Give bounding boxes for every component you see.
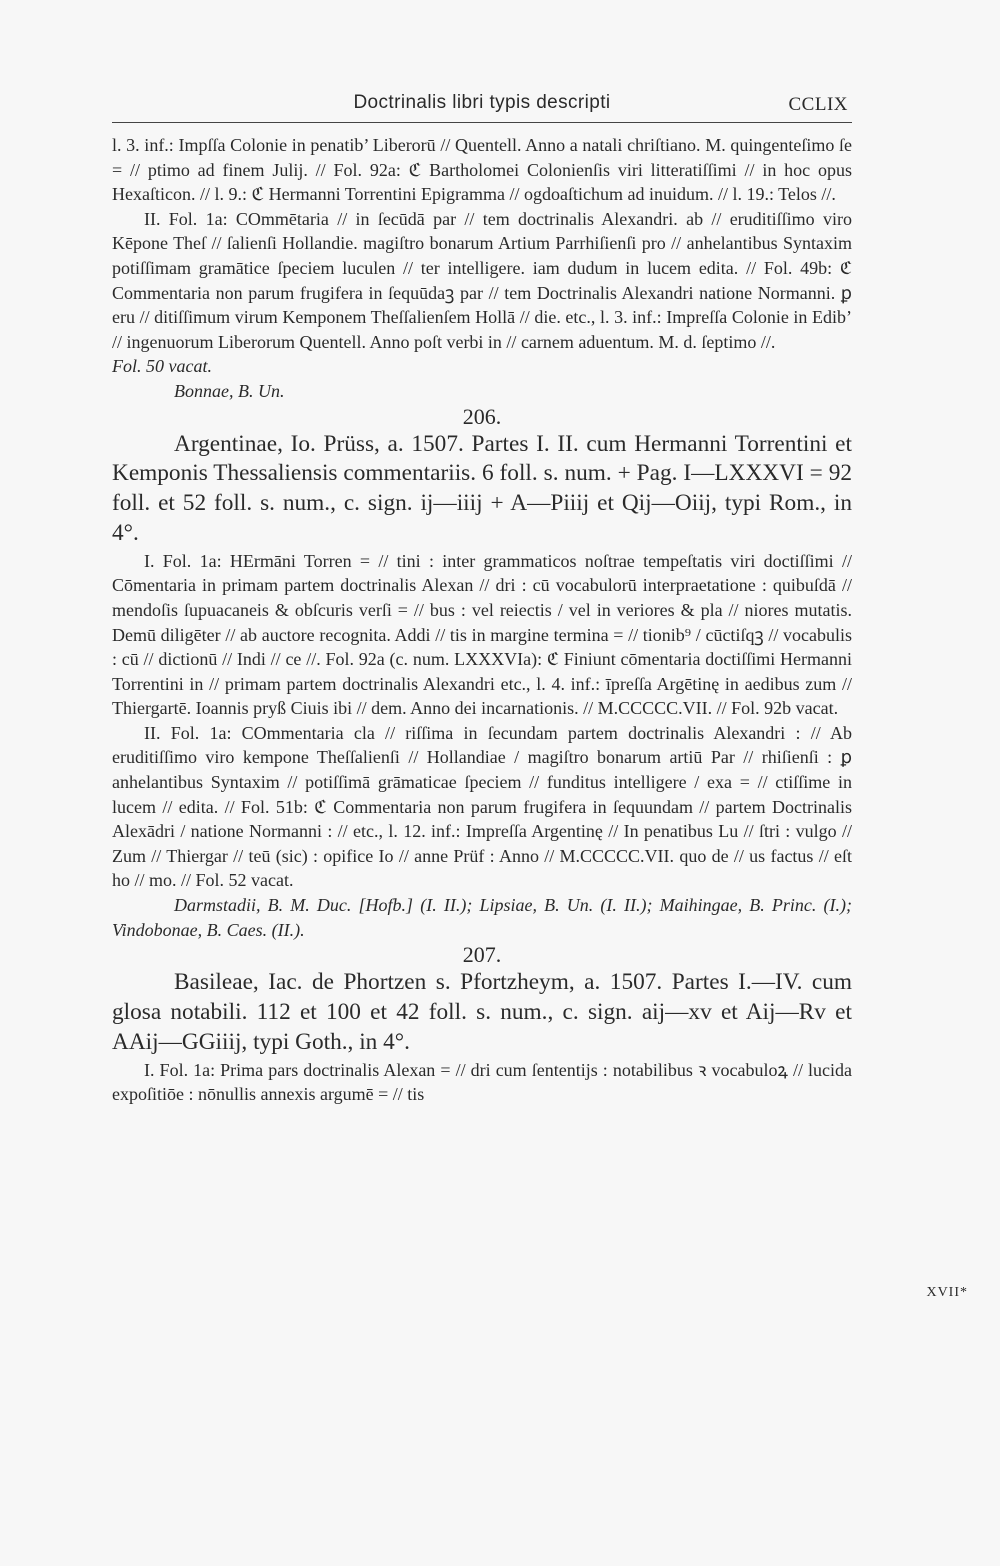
running-header [112,92,852,123]
page [112,92,852,1107]
entry-heading-text: Argentinae, Io. Prüss, a. 1507. Partes I. II. cum Hermanni Torrentini et Kemponis Thessaliensis commentariis. 6 foll. s. num. + Pag. I—LXXXVI = 92 foll. et 52 foll. s. num., c. sign. ij—iiij + A—Piiij et Qij—Oiij, typi Rom., in 4°. [112,430,852,546]
library-holdings: Bonnae, B. Un. [174,380,285,401]
paragraph: l. 3. inf.: Impſſa Colonie in penatib’ Liberorū // Quentell. Anno a natali chriſtiano. M. quingenteſimo ſe = // ptimo ad finem Julij. // Fol. 92a: ℭ Bartholomei Colonienſis viri litteratiſſimi // in hoc opus Hexaſticon. // l. 9.: ℭ Hermanni Torrentini Epigramma // ogdoaſtichum ad inuidum. // l. 19.: Telos //. [112,135,852,205]
paragraph: II. Fol. 1a: COmmētaria // in ſecūdā par // tem doctrinalis Alexandri. ab // eruditiſſimo viro Kēpone Theſ // ſalienſi Hollandie. magiſtro bonarum Artium Parrhiſienſi pro // anhelantibus Syntaxim potiſſimam gramātice ſpeciem luculen // ter intelligere. iam dudum in lucem edita. // Fol. 49b: ℭ Commentaria non parum frugifera in ſequūdaꝫ par // tem Doctrinalis Alexandri natione Normanni. ꝑ eru // ditiſſimum virum Kemponem Theſſalienſem Hollā // die. etc., l. 3. inf.: Impreſſa Colonie in Edib’ // ingenuorum Liberorum Quentell. Anno poſt verbi in // carnem aduentum. M. d. ſeptimo //. [112,208,852,352]
entry-206-body [112,549,852,943]
signature-mark: XVII* [926,1285,968,1300]
entry-heading [112,968,852,1057]
paragraph: II. Fol. 1a: COmmentaria cla // riſſima in ſecundam partem doctrinalis Alexandri : // Ab eruditiſſimo viro kempone Theſſalienſi // Hollandiae / magiſtro bonarum artiū Par // rhiſienſi : ꝑ anhelantibus Syntaxim // potiſſimā grāmaticae ſpeciem // funditus intelligere / exa = // ctiſſime in lucem // edita. // Fol. 51b: ℭ Commentaria non parum frugifera in ſequundam // partem Doctrinalis Alexādri / natione Normanni : // etc., l. 12. inf.: Impreſſa Argentinę // In penatibus Lu // ſtri : vulgo // Zum // Thiergar // teū (sic) : opifice Io // anne Prüf : Anno // M.CCCCC.VII. quo de // us factus // eſt ho // mo. // Fol. 52 vacat. [112,722,852,891]
paragraph: Fol. 50 vacat. [112,356,212,377]
paragraph: I. Fol. 1a: Prima pars doctrinalis Alexan = // dri cum ſententijs : notabilibus ꝛ vocabuloꝝ // lucida expoſitiōe : nōnullis annexis argumē = // tis [112,1059,852,1105]
library-holdings: Darmstadii, B. M. Duc. [Hofb.] (I. II.); Lipsiae, B. Un. (I. II.); Maihingae, B. Princ. (I.); Vindobonae, B. Caes. (II.). [112,895,852,940]
entry-heading-text: Basileae, Iac. de Phortzen s. Pfortzheym, a. 1507. Partes I.—IV. cum glosa notabili. 112 et 100 et 42 foll. s. num., c. sign. aij—xv et Aij—Rv et AAij—GGiiij, typi Goth., in 4°. [112,969,852,1055]
entry-heading [112,430,852,549]
paragraph: I. Fol. 1a: HErmāni Torren = // tini : inter grammaticos noſtrae tempeſtatis viri doctiſſimi // Cōmentaria in primam partem doctrinalis Alexan // dri : cū vocabulorū interpraetatione : quibuſdā // mendoſis ſupuacaneis & obſcuris verſi = // bus : vel reiectis / vel in veriores & pla // niores mutatis. Demū diligēter // ab auctore recognita. Addi // tis in margine termina = // tionib⁹ / cūctiſqꝫ // vocabulis : cū // dictionū // Indi // ce //. Fol. 92a (c. num. LXXXVIa): ℭ Finiunt cōmentaria doctiſſimi Hermanni Torrentini in // primam partem doctrinalis Alexandri etc., l. 4. inf.: īpreſſa Argētinę in aedibus zum // Thiergartē. Ioannis pryß Ciuis ibi // dem. Anno dei incarnationis. // M.CCCCC.VII. // Fol. 92b vacat. [112,550,852,719]
entry-207-body [112,1058,852,1107]
entry-number: 206. [462,403,502,429]
entry-205-continuation [112,133,852,404]
folio-number: CCLIX [788,94,848,115]
running-title: Doctrinalis libri typis descripti [353,92,611,113]
entry-number: 207. [462,942,502,968]
